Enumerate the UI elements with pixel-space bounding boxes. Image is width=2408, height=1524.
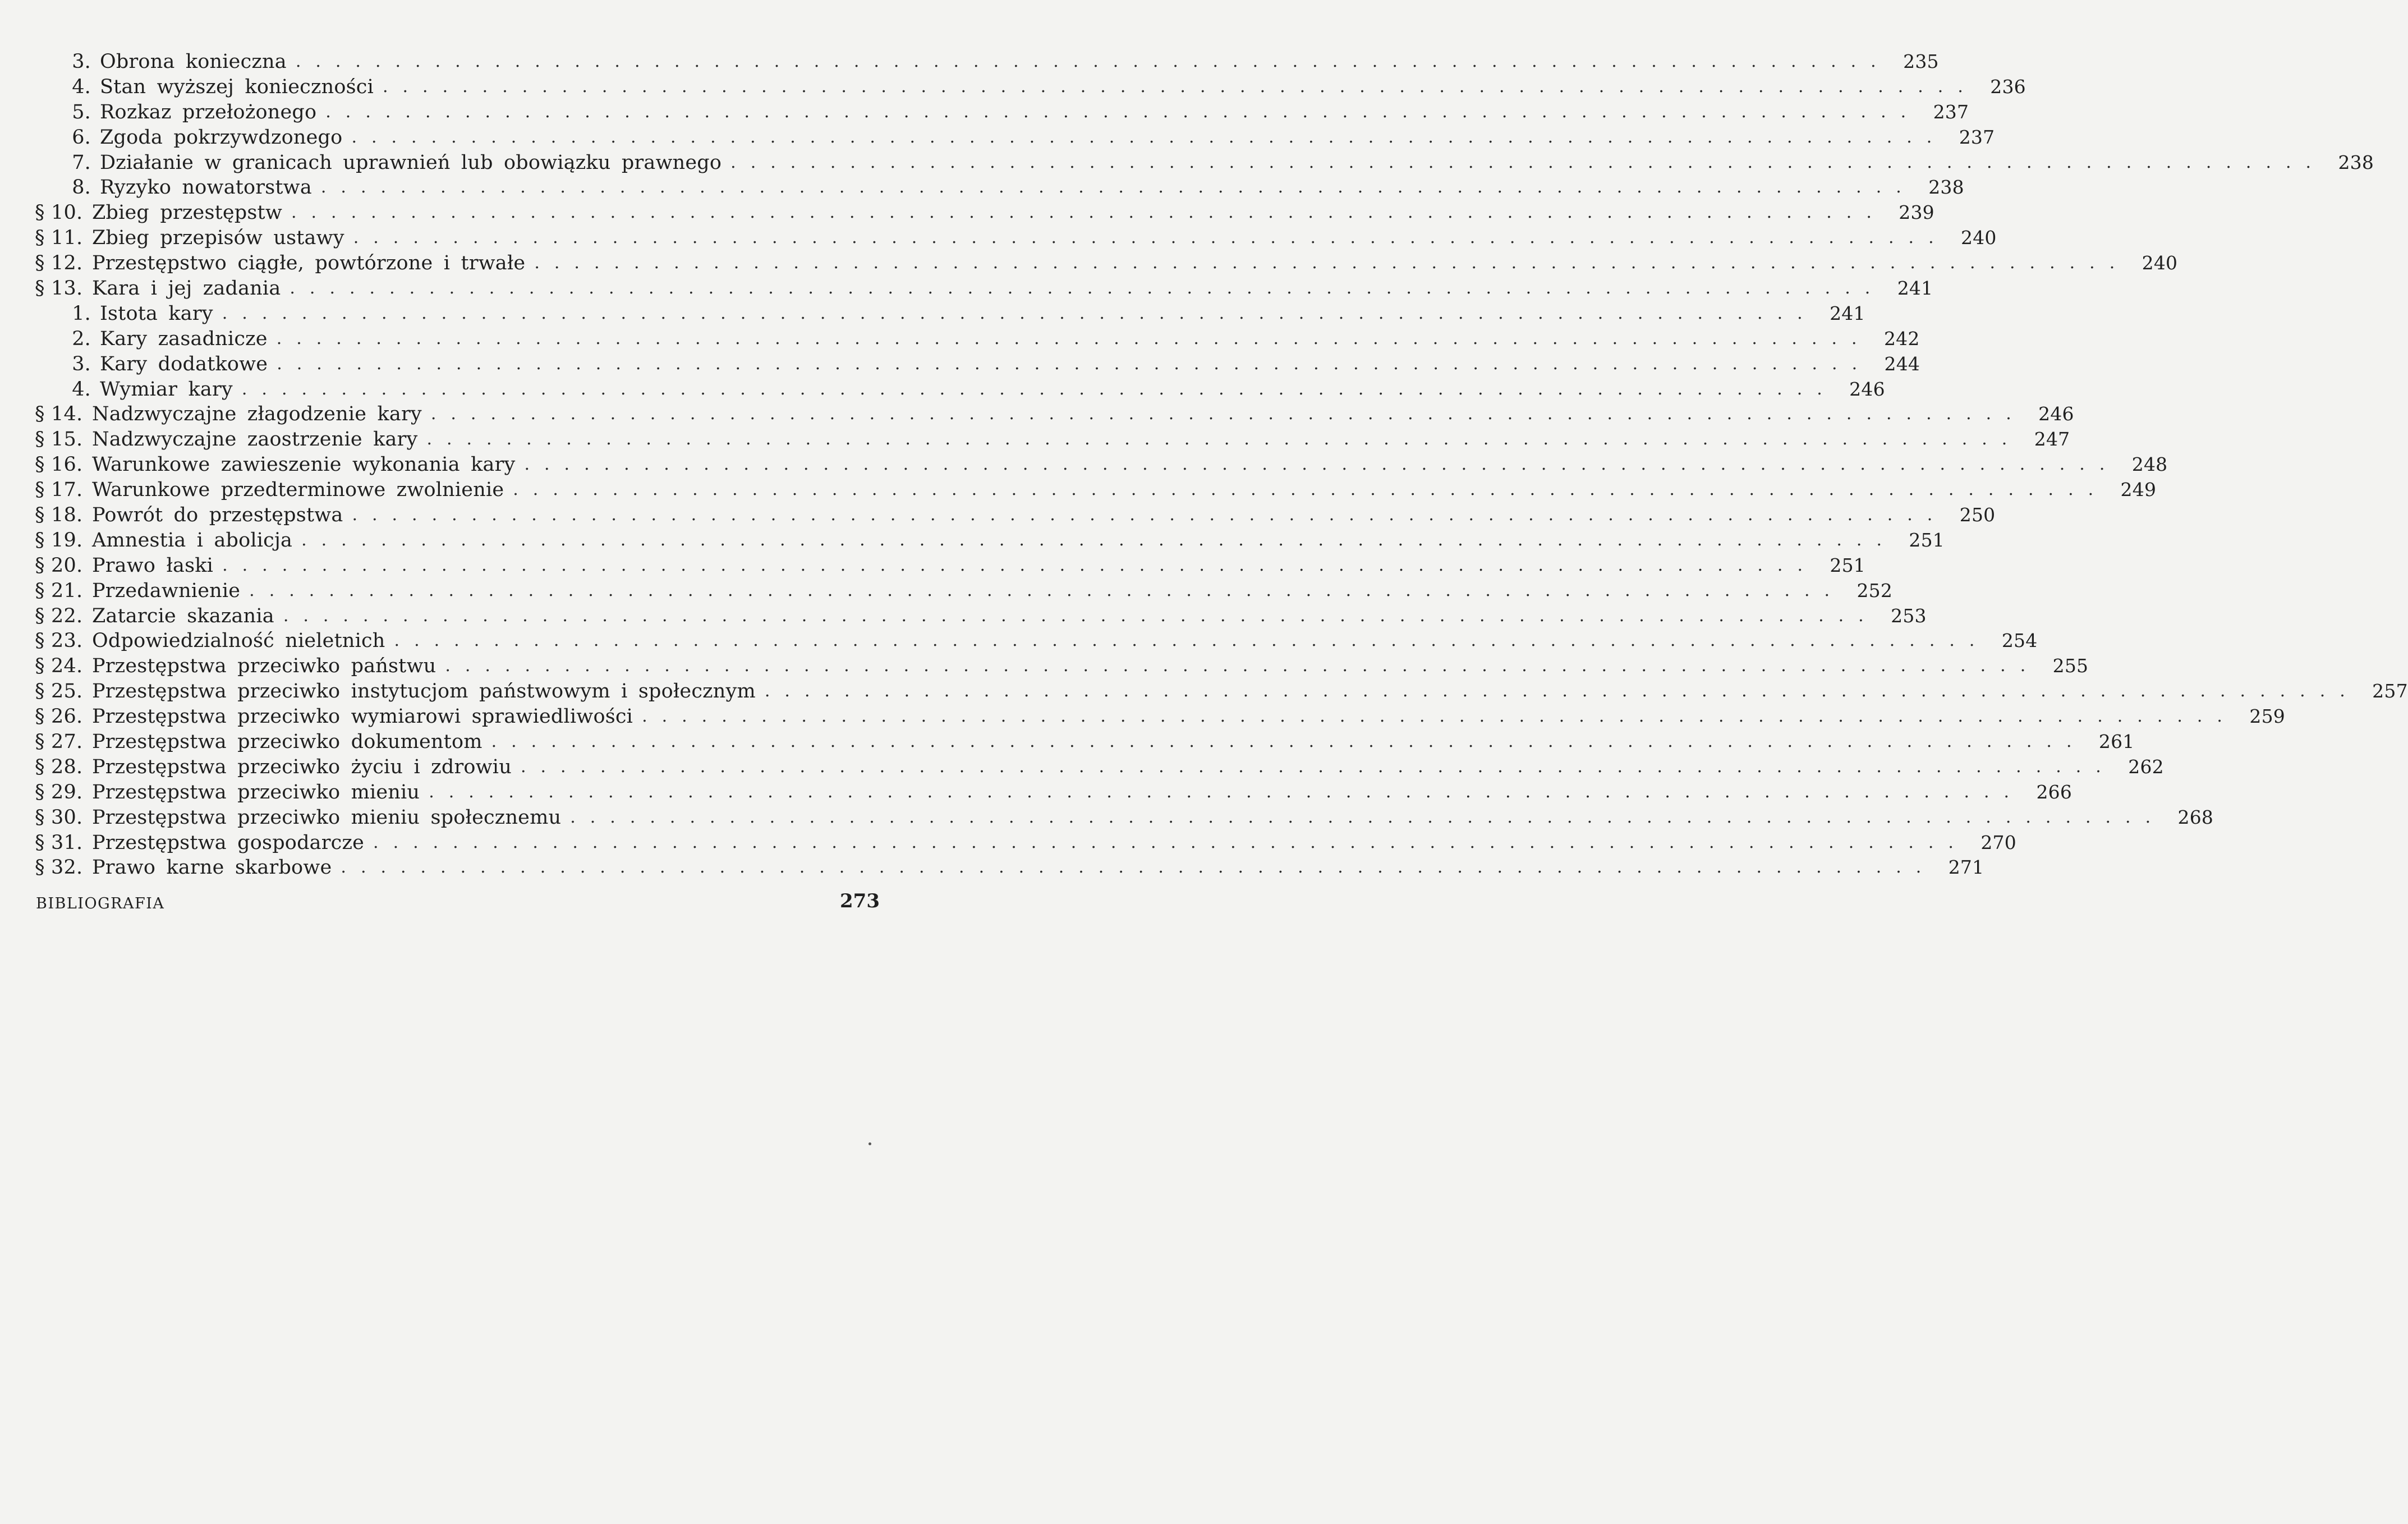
toc-entry-number: § 18. (35, 504, 83, 527)
toc-entry-title: Amnestia i abolicja (92, 529, 293, 552)
dot-leader: ................................................................................ (520, 756, 2116, 777)
toc-entry-number: § 28. (35, 755, 83, 778)
dot-leader: ................................................................................ (222, 303, 1817, 323)
toc-entry-title: Przestępstwa przeciwko życiu i zdrowiu (92, 755, 512, 778)
toc-entry (31, 654, 2089, 679)
toc-entry-page-number: 259 (2249, 705, 2285, 728)
toc-entry-title: Kary zasadnicze (100, 327, 268, 350)
toc-entry-page-number: 235 (1903, 50, 1939, 72)
toc-entry-title: Rozkaz przełożonego (100, 100, 317, 123)
toc-entry-number: § 12. (35, 252, 83, 275)
dot-leader: ................................................................................ (320, 177, 1916, 198)
toc-entry-number: § 30. (35, 806, 83, 829)
toc-entry-title: Warunkowe przedterminowe zwolnienie (92, 479, 504, 502)
toc-entry-page-number: 237 (1933, 100, 1969, 123)
paper-speck (868, 1142, 871, 1145)
dot-leader: ................................................................................ (382, 76, 1978, 97)
toc-entry-number: 4. (72, 378, 91, 401)
toc-entry (31, 503, 1996, 528)
dot-leader: ................................................................................ (222, 555, 1817, 575)
toc-entry-page-number: 250 (1959, 504, 1996, 526)
dot-leader: ................................................................................ (430, 404, 2026, 424)
dot-leader: ................................................................................ (570, 807, 2166, 827)
toc-entry (31, 856, 1984, 881)
toc-entry-page-number: 255 (2052, 655, 2089, 677)
toc-entry-number: § 22. (35, 604, 83, 627)
toc-entry-title: Nadzwyczajne zaostrzenie kary (92, 428, 418, 451)
toc-entry (31, 352, 1920, 377)
dot-leader: ................................................................................ (429, 782, 2024, 802)
toc-entry-number: § 25. (35, 680, 83, 703)
toc-entry-page-number: 246 (2038, 403, 2074, 425)
toc-entry-number: 6. (72, 126, 91, 149)
toc-entry-title: Przestępstwa gospodarcze (92, 831, 365, 854)
toc-entry-number: § 31. (35, 831, 83, 854)
dot-leader: ................................................................................ (325, 102, 1921, 122)
toc-entry-title: Wymiar kary (100, 378, 233, 401)
toc-entry (31, 604, 1927, 629)
dot-leader: ................................................................................ (352, 505, 1947, 525)
toc-entry-page-number: 271 (1948, 856, 1984, 879)
toc-entry-page-number: 248 (2131, 453, 2168, 476)
dot-leader: ................................................................................ (277, 354, 1872, 374)
bibliography-entry (36, 887, 880, 912)
toc-entry-title: Przestępstwa przeciwko państwu (92, 655, 436, 678)
toc-entry (31, 251, 2178, 276)
toc-entry-page-number: 261 (2098, 731, 2135, 753)
dot-leader: ................................................................................ (241, 379, 1837, 399)
dot-leader: ................................................................................ (341, 857, 1936, 878)
toc-entry-page-number: 239 (1899, 201, 1934, 224)
toc-entry-title: Przestępstwa przeciwko dokumentom (92, 731, 482, 754)
toc-entry-number: § 19. (35, 529, 83, 552)
toc-entry-number: § 23. (35, 630, 83, 653)
toc-entry (31, 755, 2164, 780)
toc-entry-number: § 24. (35, 655, 83, 678)
dot-leader: ................................................................................ (730, 152, 2326, 172)
toc-entry (31, 377, 1885, 402)
dot-leader: ................................................................................ (291, 203, 1886, 223)
toc-entry-page-number: 249 (2120, 479, 2157, 501)
toc-entry-title: Zbieg przepisów ustawy (92, 227, 344, 250)
toc-entry-title: Obrona konieczna (100, 50, 287, 73)
toc-entry (31, 226, 1997, 251)
dot-leader: ................................................................................ (351, 127, 1947, 147)
toc-entry-page-number: 262 (2128, 755, 2164, 778)
dot-leader: ................................................................................ (642, 706, 2237, 727)
toc-entry (31, 75, 2026, 100)
toc-entry-number: § 29. (35, 781, 83, 804)
toc-entry-number: 5. (72, 100, 91, 123)
toc-entry-number: § 13. (35, 277, 83, 300)
toc-entry-number: § 15. (35, 428, 83, 451)
toc-entry (31, 830, 2016, 856)
toc-entry-number: § 32. (35, 856, 83, 879)
toc-entry-page-number: 236 (1990, 75, 2026, 98)
toc-entry-title: Nadzwyczajne złagodzenie kary (92, 403, 422, 426)
toc-entry (31, 150, 2374, 176)
toc-entry-number: § 17. (35, 479, 83, 502)
dot-leader: ................................................................................ (301, 530, 1896, 550)
dot-leader: ................................................................................ (249, 580, 1845, 600)
toc-entry-number: § 16. (35, 453, 83, 476)
toc-entry (31, 452, 2168, 478)
toc-entry-page-number: 270 (1980, 831, 2016, 853)
toc-entry-title: Warunkowe zawieszenie wykonania kary (92, 453, 516, 476)
toc-entry-title: Kary dodatkowe (100, 352, 268, 375)
toc-entry (31, 327, 1920, 352)
toc-entry-title: Kara i jej zadania (92, 277, 281, 300)
toc-entry-page-number: 240 (1961, 227, 1997, 249)
toc-entry-number: § 21. (35, 579, 83, 602)
toc-entry-page-number: 246 (1849, 378, 1885, 400)
toc-entry (31, 100, 1969, 125)
dot-leader: ................................................................................ (426, 429, 2022, 449)
toc-entry-page-number: 244 (1884, 352, 1920, 375)
toc-entry-title: Zbieg przestępstw (92, 201, 282, 224)
toc-entry-title: Zatarcie skazania (92, 604, 274, 627)
dot-leader: ................................................................................ (353, 228, 1949, 248)
toc-entry-title: Powrót do przestępstwa (92, 504, 343, 527)
dot-leader: ................................................................................ (283, 605, 1878, 626)
toc-entry-number: § 11. (35, 227, 83, 250)
dot-leader: ................................................................................ (295, 51, 1891, 71)
toc-entry-number: 1. (72, 302, 91, 325)
toc-entry-title: Przedawnienie (92, 579, 241, 602)
toc-entry-title: Prawo łaski (92, 554, 214, 577)
toc-entry (31, 276, 1933, 301)
toc-entry-title: Przestępstwa przeciwko wymiarowi sprawiedliwości (92, 705, 633, 728)
toc-entry-title: Ryzyko nowatorstwa (100, 176, 312, 199)
dot-leader: ................................................................................ (445, 656, 2041, 676)
toc-entry (31, 301, 1865, 327)
toc-entry (31, 175, 1964, 200)
toc-entry (31, 402, 2074, 427)
toc-entry-page-number: 242 (1883, 327, 1920, 350)
toc-entry (31, 704, 2285, 729)
toc-entry-page-number: 252 (1856, 579, 1893, 602)
bibliography-page-number: 273 (840, 890, 880, 912)
toc-entry-page-number: 247 (2034, 428, 2070, 451)
toc-entry-number: § 27. (35, 731, 83, 754)
toc-entry-number: 8. (72, 176, 91, 199)
toc-entry (31, 579, 1893, 604)
toc-entry-page-number: 241 (1830, 302, 1865, 324)
dot-leader: ................................................................................ (394, 631, 1989, 651)
toc-entry (31, 780, 2072, 805)
toc-entry-title: Stan wyższej konieczności (100, 75, 374, 98)
table-of-contents (31, 49, 2408, 880)
toc-entry-number: 7. (72, 151, 91, 174)
toc-entry (31, 427, 2070, 452)
toc-entry-title: Przestępstwa przeciwko mieniu społecznemu (92, 806, 562, 829)
toc-entry-number: § 26. (35, 705, 83, 728)
toc-entry (31, 679, 2408, 704)
dot-leader: ................................................................................ (534, 253, 2130, 273)
toc-entry-page-number: 237 (1959, 126, 1995, 148)
toc-entry-title: Odpowiedzialność nieletnich (92, 630, 385, 653)
toc-entry-number: 4. (72, 75, 91, 98)
toc-entry-page-number: 268 (2177, 806, 2214, 828)
toc-entry (31, 125, 1995, 150)
toc-entry (31, 729, 2135, 755)
toc-entry-title: Prawo karne skarbowe (92, 856, 332, 879)
dot-leader: ................................................................................ (491, 732, 2087, 752)
dot-leader: ................................................................................ (289, 278, 1885, 298)
toc-entry (31, 49, 1939, 75)
toc-entry-number: § 10. (35, 201, 83, 224)
toc-entry-title: Przestępstwa przeciwko mieniu (92, 781, 420, 804)
toc-entry-title: Istota kary (100, 302, 213, 325)
toc-entry (31, 628, 2038, 654)
toc-entry-page-number: 240 (2142, 252, 2178, 274)
toc-entry-page-number: 253 (1891, 604, 1927, 627)
toc-entry-page-number: 251 (1830, 554, 1865, 576)
toc-entry-number: § 14. (35, 403, 83, 426)
toc-entry-number: § 20. (35, 554, 83, 577)
toc-entry-title: Zgoda pokrzywdzonego (100, 126, 343, 149)
toc-entry-page-number: 254 (2001, 630, 2038, 652)
toc-entry-page-number: 251 (1909, 529, 1945, 551)
toc-entry (31, 553, 1865, 579)
toc-entry-page-number: 241 (1897, 277, 1933, 299)
toc-entry (31, 528, 1945, 553)
toc-entry-page-number: 238 (2338, 151, 2374, 173)
toc-entry-number: 3. (72, 50, 91, 73)
dot-leader: ................................................................................ (513, 480, 2108, 500)
dot-leader: ................................................................................ (764, 681, 2360, 701)
toc-entry-title: Przestępstwa przeciwko instytucjom państwowym i społecznym (92, 680, 756, 703)
dot-leader: ................................................................................ (276, 328, 1872, 348)
toc-entry-title: Działanie w granicach uprawnień lub obowiązku prawnego (100, 151, 722, 174)
toc-entry-number: 2. (72, 327, 91, 350)
dot-leader: ................................................................................ (373, 832, 1968, 852)
toc-entry-title: Przestępstwo ciągłe, powtórzone i trwałe (92, 252, 526, 275)
toc-entry-page-number: 238 (1928, 176, 1964, 199)
toc-entry (31, 200, 1934, 226)
bibliography-title: BIBLIOGRAFIA (36, 895, 165, 912)
toc-entry (31, 478, 2157, 503)
dot-leader: ................................................................................ (524, 455, 2120, 475)
toc-entry-page-number: 257 (2372, 680, 2408, 703)
toc-entry-page-number: 266 (2036, 781, 2072, 803)
toc-entry-number: 3. (72, 352, 91, 375)
toc-entry (31, 805, 2214, 830)
